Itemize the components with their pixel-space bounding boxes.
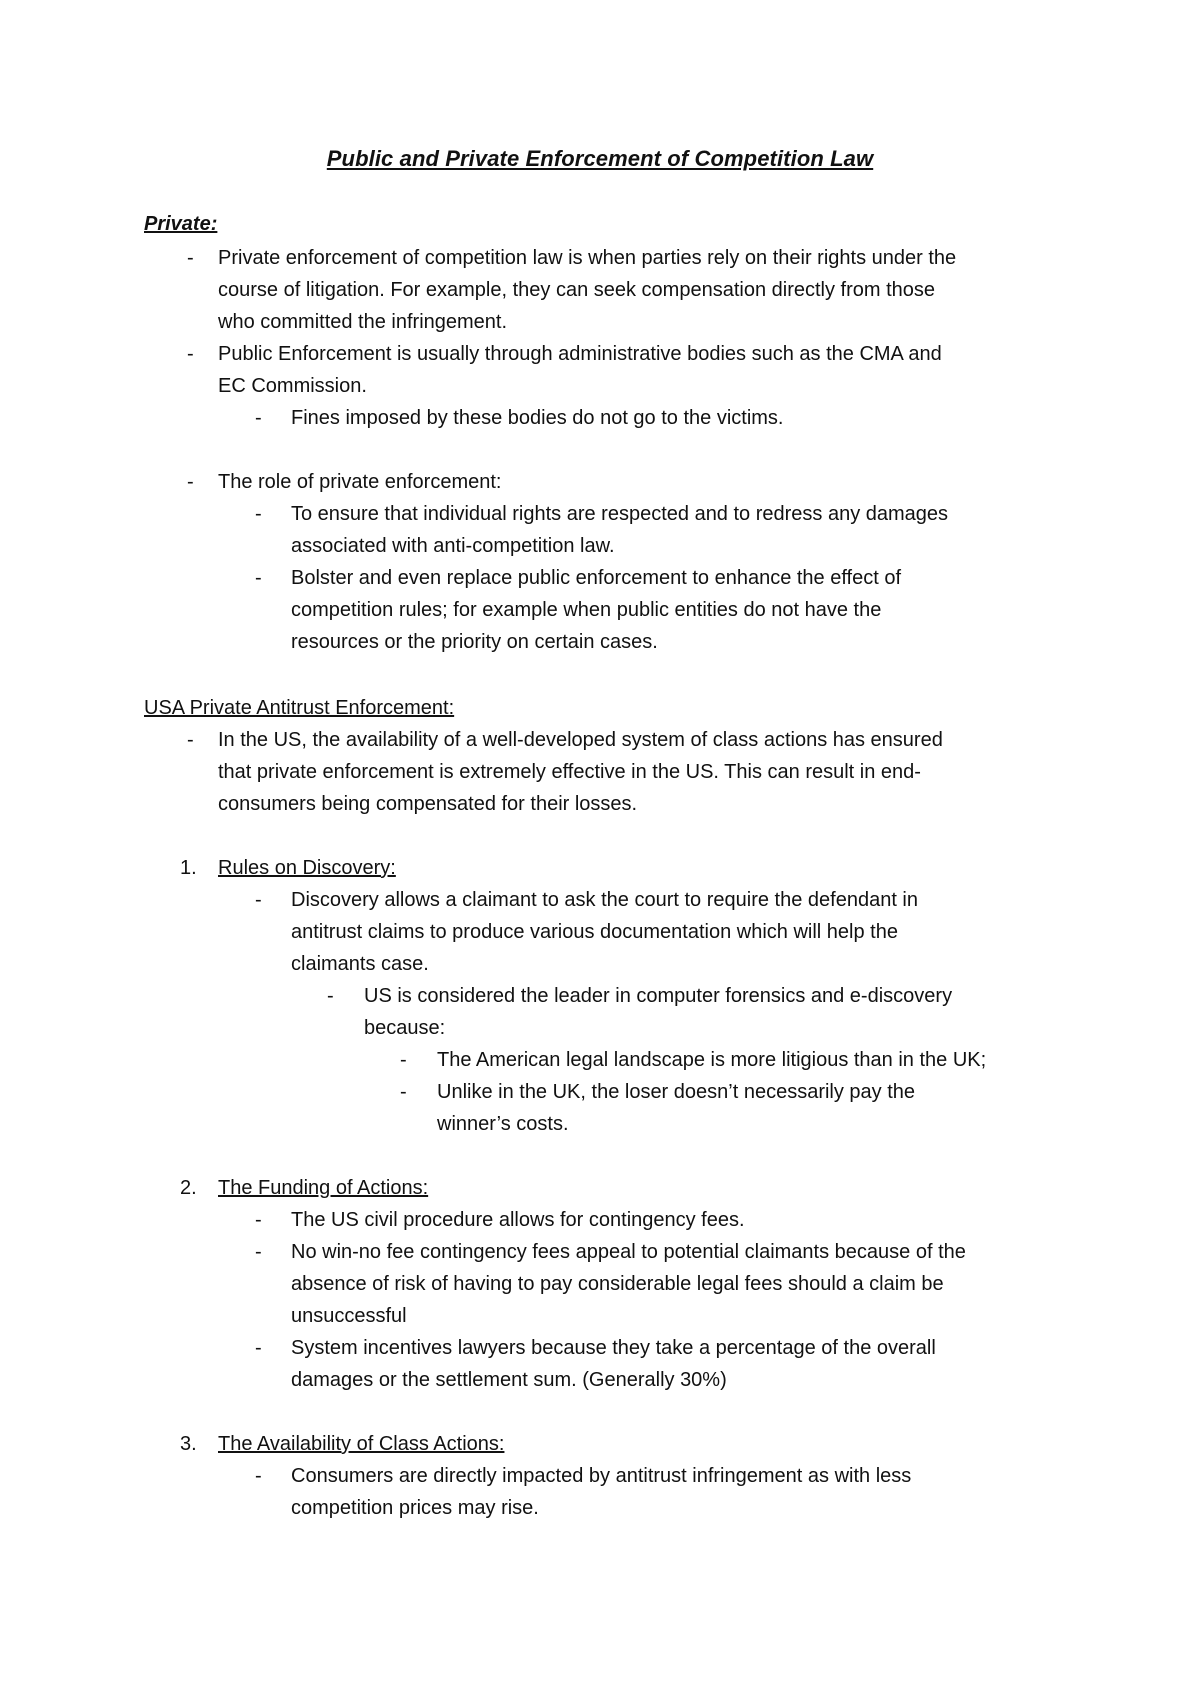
section-heading-class-actions: The Availability of Class Actions: bbox=[218, 1433, 505, 1455]
section-number: 1. bbox=[180, 857, 197, 879]
discovery-bullet-1a1: The American legal landscape is more litigious than in the UK; bbox=[437, 1049, 987, 1071]
private-bullet-3b: Bolster and even replace public enforcement to enhance the effect of competition rules; for example when public entities do not have the resources or the priority on certain cases. bbox=[291, 567, 902, 653]
funding-bullet-3: System incentives lawyers because they take a percentage of the overall damages or the settlement sum. (Generally 30%) bbox=[291, 1337, 936, 1391]
bullet-dash: - bbox=[187, 247, 194, 269]
section-heading-funding: The Funding of Actions: bbox=[218, 1177, 429, 1199]
class-actions-bullet-1: Consumers are directly impacted by antitrust infringement as with less competition prices may rise. bbox=[291, 1465, 912, 1519]
bullet-dash: - bbox=[400, 1081, 407, 1103]
usa-heading: USA Private Antitrust Enforcement: bbox=[144, 697, 455, 719]
private-bullet-1: Private enforcement of competition law is when parties rely on their rights under the course of litigation. For example, they can seek compensation directly from those who committed the infringement. bbox=[218, 247, 957, 333]
private-bullet-3a: To ensure that individual rights are respected and to redress any damages associated with anti-competition law. bbox=[291, 503, 949, 557]
discovery-bullet-1a2: Unlike in the UK, the loser doesn’t necessarily pay the winner’s costs. bbox=[437, 1081, 916, 1135]
private-bullet-2: Public Enforcement is usually through administrative bodies such as the CMA and EC Commission. bbox=[218, 343, 942, 397]
bullet-dash: - bbox=[255, 407, 262, 429]
private-heading: Private: bbox=[144, 213, 218, 235]
bullet-dash: - bbox=[255, 1337, 262, 1359]
bullet-dash: - bbox=[255, 889, 262, 911]
bullet-dash: - bbox=[187, 343, 194, 365]
section-number: 2. bbox=[180, 1177, 197, 1199]
usa-bullet: In the US, the availability of a well-developed system of class actions has ensured that private enforcement is extremely effective in the US. This can result in end- consumers being compensated for their losses. bbox=[218, 729, 943, 815]
document-title: Public and Private Enforcement of Competition Law bbox=[326, 146, 874, 171]
bullet-dash: - bbox=[255, 503, 262, 525]
bullet-dash: - bbox=[255, 567, 262, 589]
discovery-bullet-1a: US is considered the leader in computer forensics and e-discovery because: bbox=[364, 985, 953, 1039]
section-number: 3. bbox=[180, 1433, 197, 1455]
bullet-dash: - bbox=[187, 729, 194, 751]
bullet-dash: - bbox=[255, 1209, 262, 1231]
bullet-dash: - bbox=[400, 1049, 407, 1071]
discovery-bullet-1: Discovery allows a claimant to ask the court to require the defendant in antitrust claims to produce various documentation which will help the claimants case. bbox=[291, 889, 918, 975]
private-bullet-2a: Fines imposed by these bodies do not go to the victims. bbox=[291, 407, 784, 429]
private-bullet-3: The role of private enforcement: bbox=[218, 471, 502, 493]
bullet-dash: - bbox=[255, 1241, 262, 1263]
funding-bullet-2: No win-no fee contingency fees appeal to potential claimants because of the absence of risk of having to pay considerable legal fees should a claim be unsuccessful bbox=[291, 1241, 966, 1327]
bullet-dash: - bbox=[187, 471, 194, 493]
bullet-dash: - bbox=[327, 985, 334, 1007]
section-heading-discovery: Rules on Discovery: bbox=[218, 857, 396, 879]
funding-bullet-1: The US civil procedure allows for contingency fees. bbox=[291, 1209, 745, 1231]
bullet-dash: - bbox=[255, 1465, 262, 1487]
